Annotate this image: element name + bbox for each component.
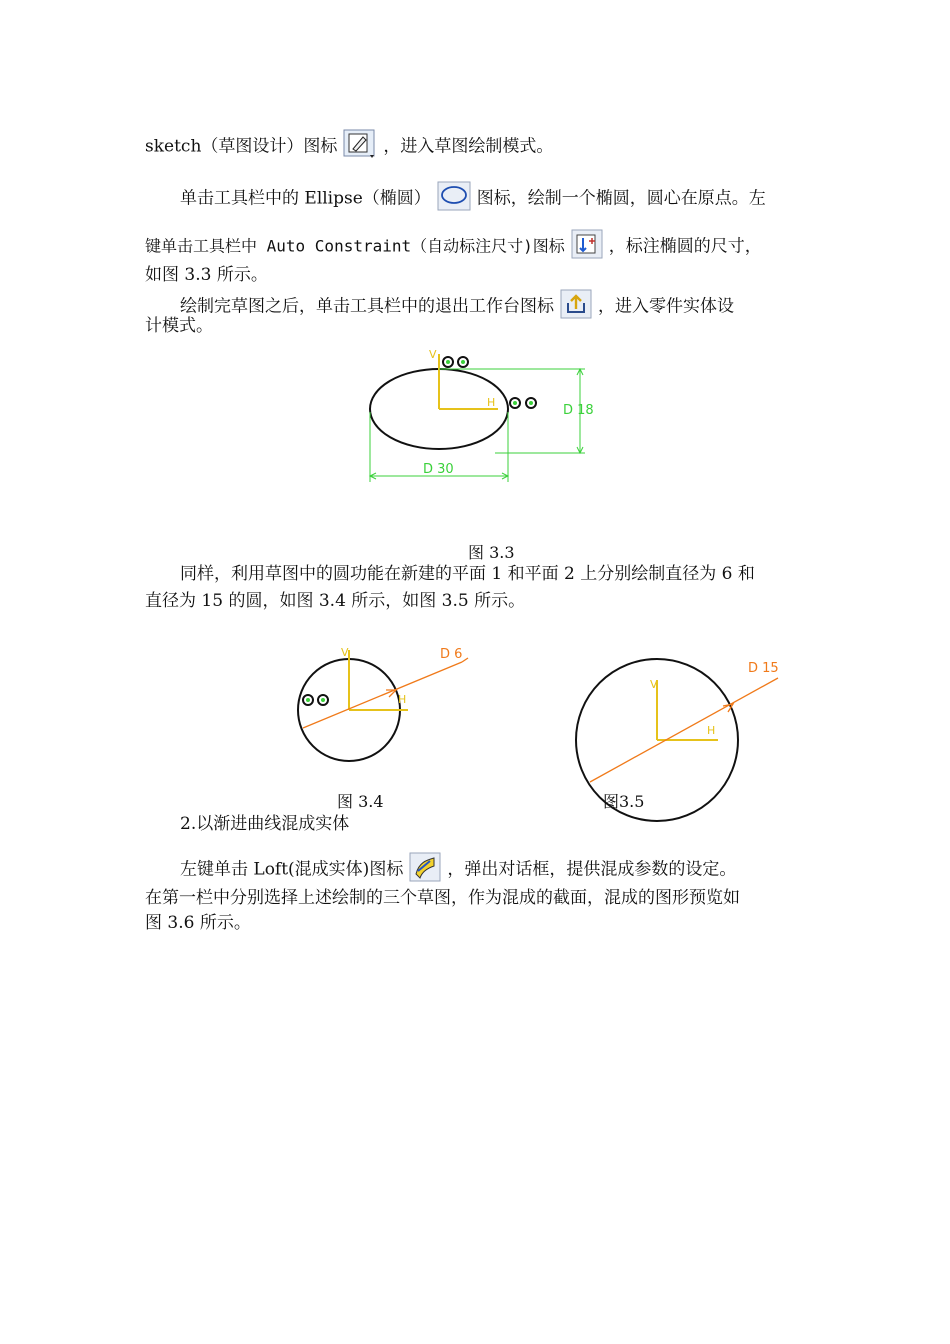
exit-workbench-icon — [560, 289, 592, 325]
exit-text-end: ，进入零件实体设 — [598, 296, 734, 317]
h-label: H — [487, 396, 496, 409]
text-line-6: 计模式。 — [145, 316, 213, 336]
dim-label: D 15 — [748, 661, 779, 676]
figure-3-4 — [290, 640, 480, 770]
caption-3-3: 图 3.3 — [468, 543, 515, 562]
text-line-12: 图 3.6 所示。 — [145, 913, 251, 933]
ellipse-icon — [437, 181, 471, 217]
text-line-4: 如图 3.3 所示。 — [145, 265, 268, 285]
caption-3-4: 图 3.4 — [337, 792, 384, 811]
text-line-8: 直径为 15 的圆，如图 3.4 所示，如图 3.5 所示。 — [145, 591, 526, 611]
diameter-line — [590, 678, 778, 782]
h-label: H — [707, 724, 716, 737]
sketch-icon — [343, 129, 377, 165]
section-heading: 2.以渐进曲线混成实体 — [180, 814, 350, 834]
auto-constraint-text-end: ，标注椭圆的尺寸， — [608, 236, 762, 257]
loft-text: 左键单击 Loft(混成实体)图标 — [180, 859, 404, 880]
text-line-1 — [145, 129, 553, 165]
auto-constraint-icon — [571, 229, 603, 265]
caption-3-5: 图3.5 — [603, 792, 645, 811]
sketch-text-end: ，进入草图绘制模式。 — [383, 136, 554, 157]
auto-constraint-text: 键单击工具栏中 Auto Constraint（自动标注尺寸)图标 — [145, 236, 565, 256]
coincidence-icon — [303, 695, 328, 705]
ellipse-text-end: 图标，绘制一个椭圆，圆心在原点。左 — [476, 188, 766, 209]
v-label: V — [650, 678, 658, 691]
dim-v-label: D 18 — [563, 403, 594, 418]
coincidence-icon-top — [443, 357, 468, 367]
text-line-3 — [145, 229, 762, 265]
ellipse-text: 单击工具栏中的 Ellipse（椭圆） — [180, 188, 431, 209]
loft-icon — [409, 852, 441, 888]
figure-3-3 — [355, 340, 605, 490]
loft-text-end: ，弹出对话框，提供混成参数的设定。 — [447, 859, 737, 880]
coincidence-icon-right — [510, 398, 536, 408]
v-label: V — [341, 646, 349, 659]
dim-label: D 6 — [440, 647, 463, 662]
dim-h-label: D 30 — [423, 462, 454, 477]
exit-text: 绘制完草图之后，单击工具栏中的退出工作台图标 — [180, 296, 554, 317]
v-label: V — [429, 348, 437, 361]
text-line-2 — [180, 181, 766, 217]
sketch-text: sketch（草图设计）图标 — [145, 136, 338, 157]
h-label: H — [398, 693, 407, 706]
text-line-11: 在第一栏中分别选择上述绘制的三个草图，作为混成的截面，混成的图形预览如 — [145, 888, 740, 908]
text-line-5 — [180, 289, 734, 325]
text-line-7: 同样，利用草图中的圆功能在新建的平面 1 和平面 2 上分别绘制直径为 6 和 — [180, 564, 755, 584]
text-line-10 — [180, 852, 736, 888]
